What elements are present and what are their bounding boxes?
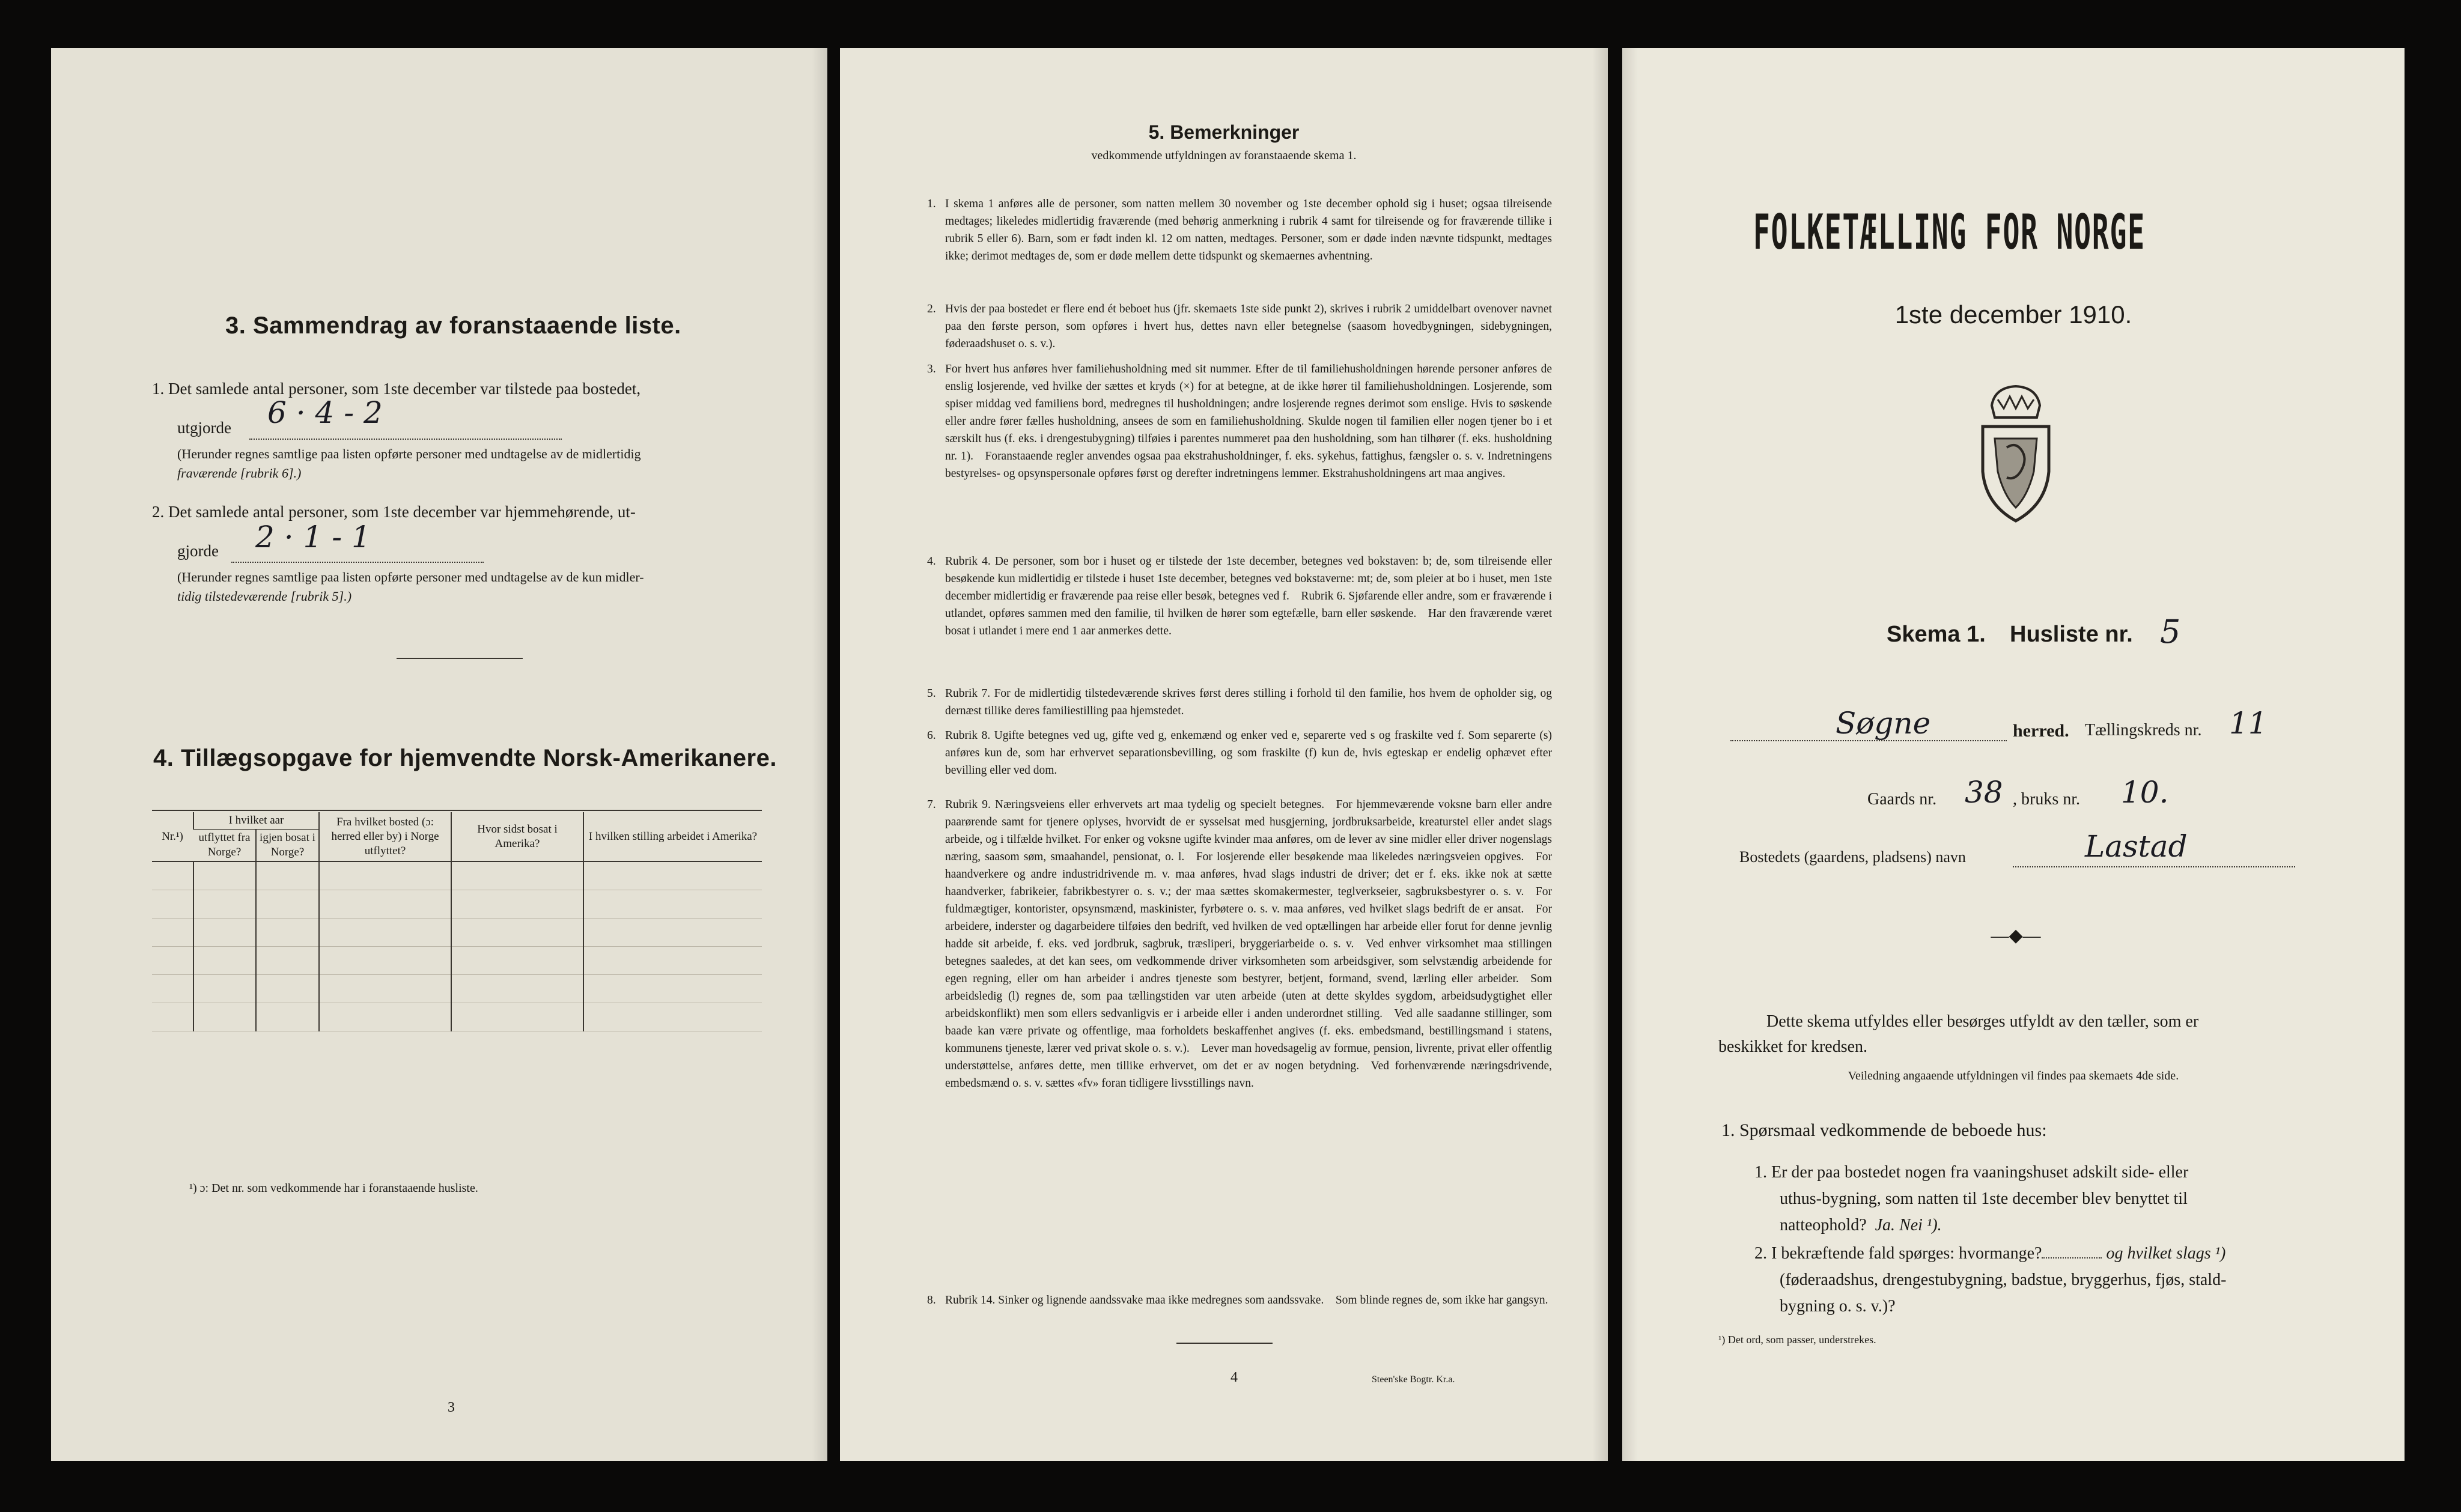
summary-item-2: 2. Det samlede antal personer, som 1ste december var hjemmehørende, ut- <box>152 503 636 521</box>
question-1-line-b: uthus-bygning, som natten til 1ste december blev benyttet til <box>1780 1189 2188 1208</box>
gaards-label: Gaards nr. <box>1867 790 1937 809</box>
husliste-number: 5 <box>2160 613 2181 651</box>
summary-item-1-note-b: fraværende [rubrik 6].) <box>177 466 302 481</box>
table-row <box>152 890 762 918</box>
page-4 <box>840 48 1608 1461</box>
bruks-label: , bruks nr. <box>2013 790 2080 809</box>
remark-1: 1. I skema 1 anføres alle de personer, som natten mellem 30 november og 1ste december ophold sig i huset; ogsaa tilreisende medtages; likeledes midlertidig fraværende (med behørig anmerkning i rubrik 4 samt for tilreisende og for fraværende tillike i rubrik 5 eller 6). Barn, som er født inden kl. 12 om natten, medtages. Personer, som er døde inden nævnte tidspunkt, medtages ikke; derimot medtages de, som er døde mellem dette tidspunkt og skemaernes avhentning. <box>927 198 1552 263</box>
question-1-answer: Ja. Nei ¹). <box>1875 1216 1942 1234</box>
separator <box>1176 1343 1273 1344</box>
bruks-number: 10. <box>2121 775 2169 810</box>
dotted-line <box>2013 866 2295 867</box>
table-row <box>152 975 762 1003</box>
kreds-label: Tællingskreds nr. <box>2085 721 2202 739</box>
norsk-amerikaner-table <box>152 812 762 1031</box>
remark-8: 8. Rubrik 14. Sinker og lignende aandssvake maa ikke medregnes som aandssvake. Som blinde regnes de, som ikke har gangsyn. <box>927 1294 1548 1307</box>
summary-item-1-note-a: (Herunder regnes samtlige paa listen opførte personer med undtagelse av de midlertidig <box>177 446 641 461</box>
question-1-line-c: natteophold? <box>1780 1216 1867 1234</box>
col-last-place: Hvor sidst bosat i Amerika? <box>451 812 583 861</box>
husliste-label: Husliste nr. <box>2010 622 2133 647</box>
dotted-line <box>231 562 484 563</box>
intro-text <box>1718 1009 2361 1060</box>
page-number: 3 <box>448 1400 455 1415</box>
question-2-line-c: bygning o. s. v.)? <box>1780 1297 1896 1316</box>
coat-of-arms-icon <box>1950 381 2082 526</box>
section-3-title: 3. Sammendrag av foranstaaende liste. <box>225 312 681 339</box>
col-from-place: Fra hvilket bosted (ɔ: herred eller by) i Norge utflyttet? <box>319 812 451 861</box>
remark-2: 2. Hvis der paa bostedet er flere end ét beboet hus (jfr. skemaets 1ste side punkt 2), skrives i rubrik 2 umiddelbart ovenover navnet paa den første person, som opføres i hvert hus, dettes navn eller betegnelse (saasom hovedbygningen, sidebygningen, føderaadshuset o. s. v.). <box>927 303 1552 350</box>
schema-label: Skema 1. <box>1887 622 1986 647</box>
bosted-name: Lastad <box>2085 829 2188 864</box>
remark-5: 5. Rubrik 7. For de midlertidig tilstedeværende skrives først deres stilling i forhold til den familie, hos hvem de opholder sig, og dernæst tillike deres familiestilling paa hjemstedet. <box>927 687 1552 717</box>
summary-item-2-value: 2 · 1 - 1 <box>255 520 371 554</box>
table-top-rule <box>152 810 762 811</box>
printer-mark: Steen'ske Bogtr. Kr.a. <box>1372 1374 1455 1385</box>
cover-title: FOLKETÆLLING FOR NORGE <box>1753 204 2146 260</box>
page-fold-shadow <box>812 48 827 1461</box>
table-row <box>152 918 762 947</box>
summary-item-2-note-b: tidig tilstedeværende [rubrik 5].) <box>177 589 352 604</box>
page-number: 4 <box>1230 1370 1238 1385</box>
kreds-number: 11 <box>2229 706 2268 741</box>
cover-footnote: ¹) Det ord, som passer, understrekes. <box>1718 1334 1876 1346</box>
herred-label: herred. <box>2013 721 2069 741</box>
question-1 <box>1754 1159 2367 1239</box>
bosted-label: Bostedets (gaardens, pladsens) navn <box>1739 848 1966 866</box>
table-row <box>152 1003 762 1031</box>
question-2-line-a2: og hvilket slags ¹) <box>2106 1244 2226 1263</box>
col-emigrated: utflyttet fra Norge? <box>193 830 256 862</box>
summary-item-1-utgjorde: utgjorde <box>177 419 231 437</box>
table-footnote: ¹) ɔ: Det nr. som vedkommende har i foranstaaende husliste. <box>189 1182 478 1195</box>
col-nr: Nr.¹) <box>152 812 193 861</box>
page-fold-shadow <box>1592 48 1608 1461</box>
col-position: I hvilken stilling arbeidet i Amerika? <box>583 812 762 861</box>
col-returned: igjen bosat i Norge? <box>256 830 319 862</box>
summary-item-1: 1. Det samlede antal personer, som 1ste december var tilstede paa bostedet, <box>152 380 641 398</box>
cover-date: 1ste december 1910. <box>1894 300 2132 329</box>
remark-7: 7. Rubrik 9. Næringsveiens eller erhvervets art maa tydelig og specielt betegnes. For hjemmeværende voksne barn eller andre paarørende samt for tjenere oplyses, hvorvidt de er sysselsat med husgjerning, jordbruksarbeide, kreaturstel eller andet slags arbeide, og i tilfælde hvilket. For enker og voksne ugifte kvinder maa anføres, om de lever av sine midler eller driver nogenslags næring, saasom søm, smaahandel, pensionat, o. l. For losjerende eller besøkende maa likeledes næringsveien opgives. For haandverkere og andre industridrivende m. v. maa anføres, hvad slags industri de driver; det er f. eks. ikke nok at sætte haandverker, fabrikeier, fabrikbestyrer o. s. v.; der maa sættes skomakermester, teglverkseier, sagbruksbestyrer o. s. v. For fuldmægtiger, kontorister, opsynsmænd, maskinister, fyrbøtere o. s. v. maa anføres, ved hvilket slags bedrift de er ansat. For arbeidere, inderster og dagarbeidere tilføies den bedrift, ved hvilken de ved optællingen har arbeide eller forut for denne jevnlig hadde sit arbeide, f. eks. ved jordbruk, sagbruk, træsliperi, bryggeriarbeide o. s. v. Ved enhver virksomhet maa stillingen betegnes saaledes, at det kan sees, om vedkommende driver virksomheten som arbeidsgiver, som selvstændig arbeidende for egen regning, eller om han arbeider i andres tjeneste som bestyrer, betjent, formand, svend, lærling eller arbeider. Som arbeidsledig (l) regnes de, som paa tællingstiden var uten arbeide (uten at dette skyldes sygdom, arbeidsudygtighet eller arbeidskonflikt) men som ellers sedvanligvis er i arbeide eller i anden underordnet stilling. Ved alle saadanne stillinger, som baade kan være private og offentlige, maa forholdets beskaffenhet angives (f. eks. embedsmand, bestillingsmand i statens, kommunens tjeneste, lærer ved privat skole o. s. v.). Lever man hovedsagelig av formue, pension, livrente, privat eller offentlig understøttelse, anføres dette, men tillike erhvervet, om det er av nogen betydning. Ved forhenværende næringsdrivende, embedsmænd o. s. v. sættes «fv» foran tidligere livsstillings navn. <box>927 798 1552 1090</box>
col-year-group: I hvilket aar <box>193 812 319 830</box>
summary-item-1-value: 6 · 4 - 2 <box>267 395 383 430</box>
cover-page <box>1622 48 2405 1461</box>
intro-line-b: beskikket for kredsen. <box>1718 1037 1868 1056</box>
summary-item-2-gjorde: gjorde <box>177 542 219 560</box>
remark-3: 3. For hvert hus anføres hver familiehusholdning med sit nummer. Efter de til familiehusholdningen hørende personer anføres de enslig losjerende, ved hvilke der sættes et kryds (×) for at betegne, at de ikke hører til familiehusholdningen. Losjerende, som spiser middag ved familiens bord, medregnes til husholdningen; andre losjerende regnes derimot som enslige. Hvis to søskende eller andre fører fælles husholdning, ansees de som en familiehusholdning. Skulde nogen til familien eller nogen tjener bo i et særskilt hus (f. eks. i drengestubygning) tilføies i parentes nummeret paa den husholdning, som han tilhører (f. eks. husholdning nr. 1). Foranstaaende regler anvendes ogsaa paa ekstrahusholdninger, f. eks. sykehus, fattighus, fængsler o. s. v. Indretningens bestyrelses- og opsynspersonale opføres først og derefter indretningens lemmer. Ekstrahusholdningens art maa angives. <box>927 363 1552 480</box>
question-2 <box>1754 1240 2367 1320</box>
dotted-line <box>249 439 562 440</box>
question-1-line-a: 1. Er der paa bostedet nogen fra vaaningshuset adskilt side- eller <box>1754 1163 2189 1182</box>
remarks-subtitle: vedkommende utfyldningen av foranstaaende skema 1. <box>1091 149 1357 162</box>
table-row <box>152 947 762 975</box>
page-3 <box>51 48 827 1461</box>
table-row <box>152 861 762 890</box>
questions-heading: 1. Spørsmaal vedkommende de beboede hus: <box>1721 1120 2047 1140</box>
separator <box>397 658 523 659</box>
question-2-line-b: (føderaadshus, drengestubygning, badstue, bryggerhus, fjøs, stald- <box>1780 1271 2227 1289</box>
summary-item-2-note-a: (Herunder regnes samtlige paa listen opførte personer med undtagelse av de kun midler- <box>177 569 644 584</box>
gaards-number: 38 <box>1965 775 2003 810</box>
remark-4: 4. Rubrik 4. De personer, som bor i huset og er tilstede der 1ste december, betegnes ved bokstaven: b; de, som tilreisende eller besøkende kun midlertidig er tilstede i huset 1ste december, betegnes ved bokstaverne: mt; de, som pleier at bo i huset, men 1ste december midlertidig er fraværende paa reise eller besøk, betegnes ved f. Rubrik 6. Sjøfarende eller andre, som er fraværende i utlandet, opføres sammen med den familie, til hvilken de hører som egtefælle, barn eller søskende. Har den fraværende været bosat i utlandet i mere end 1 aar anmerkes dette. <box>927 555 1552 637</box>
page-fold-shadow <box>1622 48 1638 1461</box>
herred-name: Søgne <box>1836 706 1931 741</box>
guidance-text: Veiledning angaaende utfyldningen vil findes paa skemaets 4de side. <box>1848 1069 2179 1082</box>
remark-6: 6. Rubrik 8. Ugifte betegnes ved ug, gifte ved g, enkemænd og enker ved e, separerte ved s og fraskilte ved f. Som separerte (s) anføres kun de, som har erhvervet separationsbevilling, og som fraskilte (f) kun de, hvis egteskap er endelig ophævet efter bevilling eller ved dom. <box>927 729 1552 777</box>
ornament-icon: —◆— <box>1991 926 2041 946</box>
question-2-line-a: 2. I bekræftende fald spørges: hvormange? <box>1754 1244 2042 1263</box>
remarks-title: 5. Bemerkninger <box>1148 121 1300 143</box>
intro-line-a: Dette skema utfyldes eller besørges utfyldt av den tæller, som er <box>1766 1012 2199 1031</box>
section-4-title: 4. Tillægsopgave for hjemvendte Norsk-Amerikanere. <box>153 745 777 771</box>
